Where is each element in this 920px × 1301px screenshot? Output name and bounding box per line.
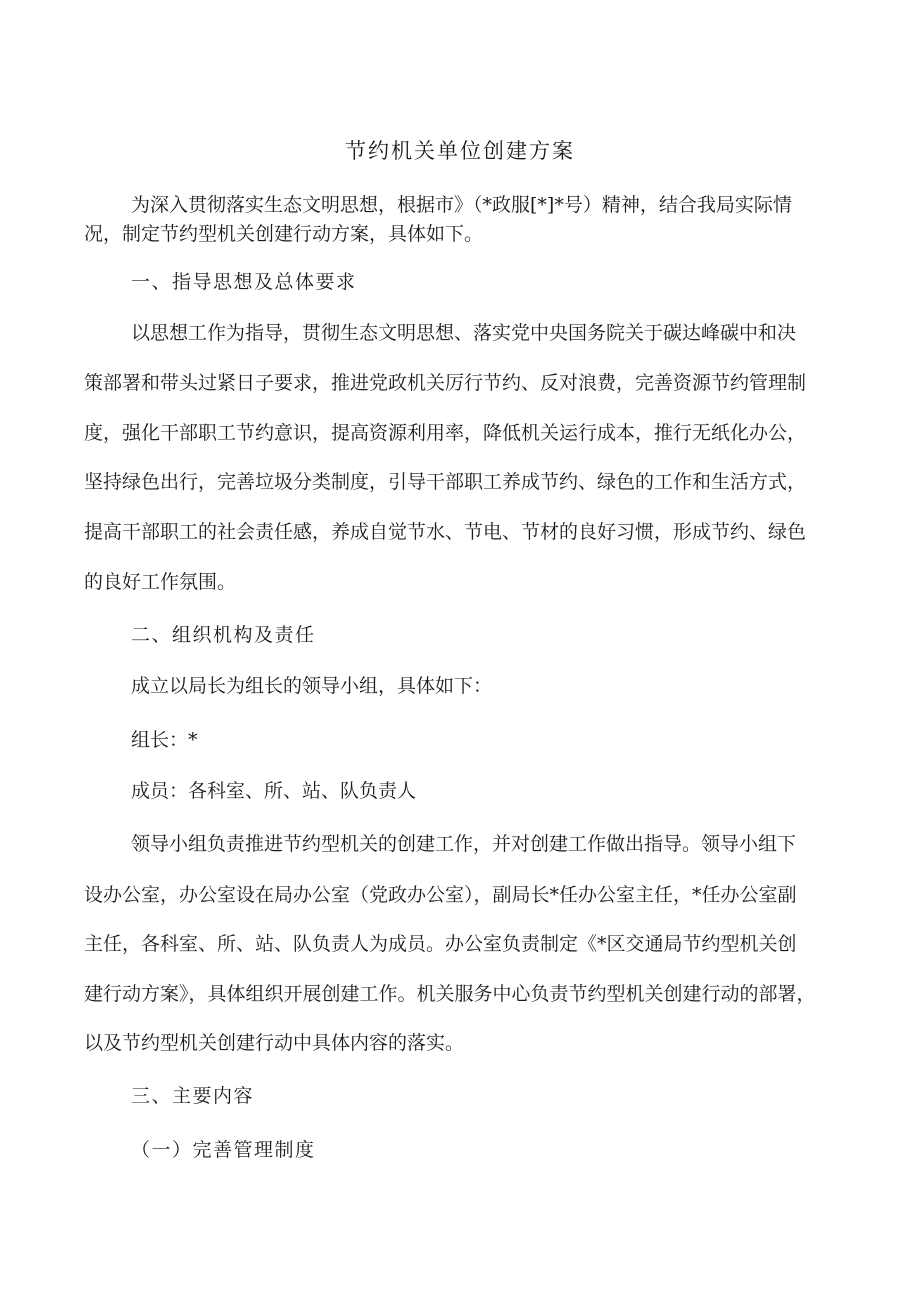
intro-line-1: 为深入贯彻落实生态文明思想，根据市》（*政服[*]*号）精神，结合我局实际情 <box>131 194 792 216</box>
section1-line-1: 以思想工作为指导，贯彻生态文明思想、落实党中央国务院关于碳达峰碳中和决 <box>131 322 797 344</box>
section-heading-1: 一、指导思想及总体要求 <box>131 271 357 293</box>
section2-line-1: 领导小组负责推进节约型机关的创建工作，并对创建工作做出指导。领导小组下 <box>131 833 797 855</box>
section2-line-2: 设办公室，办公室设在局办公室（党政办公室），副局长*任办公室主任，*任办公室副 <box>84 884 797 906</box>
section-heading-3: 三、主要内容 <box>131 1085 255 1107</box>
section1-line-2: 策部署和带头过紧日子要求，推进党政机关厉行节约、反对浪费，完善资源节约管理制 <box>84 372 807 394</box>
section-heading-2: 二、组织机构及责任 <box>131 624 316 646</box>
section1-line-6: 的良好工作氛围。 <box>84 571 237 593</box>
section2-intro: 成立以局长为组长的领导小组，具体如下： <box>131 675 493 697</box>
section2-line-4: 建行动方案》，具体组织开展创建工作。机关服务中心负责节约型机关创建行动的部署， <box>84 983 816 1005</box>
intro-line-2: 况，制定节约型机关创建行动方案，具体如下。 <box>84 223 484 245</box>
section1-line-5: 提高干部职工的社会责任感，养成自觉节水、节电、节材的良好习惯，形成节约、绿色 <box>84 521 807 543</box>
section2-line-5: 以及节约型机关创建行动中具体内容的落实。 <box>84 1032 465 1054</box>
section2-members: 成员：各科室、所、站、队负责人 <box>131 780 417 802</box>
section2-line-3: 主任，各科室、所、站、队负责人为成员。办公室负责制定《*区交通局节约型机关创 <box>84 933 797 955</box>
document-title: 节约机关单位创建方案 <box>345 139 575 163</box>
section2-leader: 组长：* <box>131 729 198 751</box>
section1-line-4: 坚持绿色出行，完善垃圾分类制度，引导干部职工养成节约、绿色的工作和生活方式， <box>84 471 807 493</box>
section1-line-3: 度，强化干部职工节约意识，提高资源利用率，降低机关运行成本，推行无纸化办公， <box>84 422 807 444</box>
section3-subheading: （一）完善管理制度 <box>131 1139 316 1161</box>
